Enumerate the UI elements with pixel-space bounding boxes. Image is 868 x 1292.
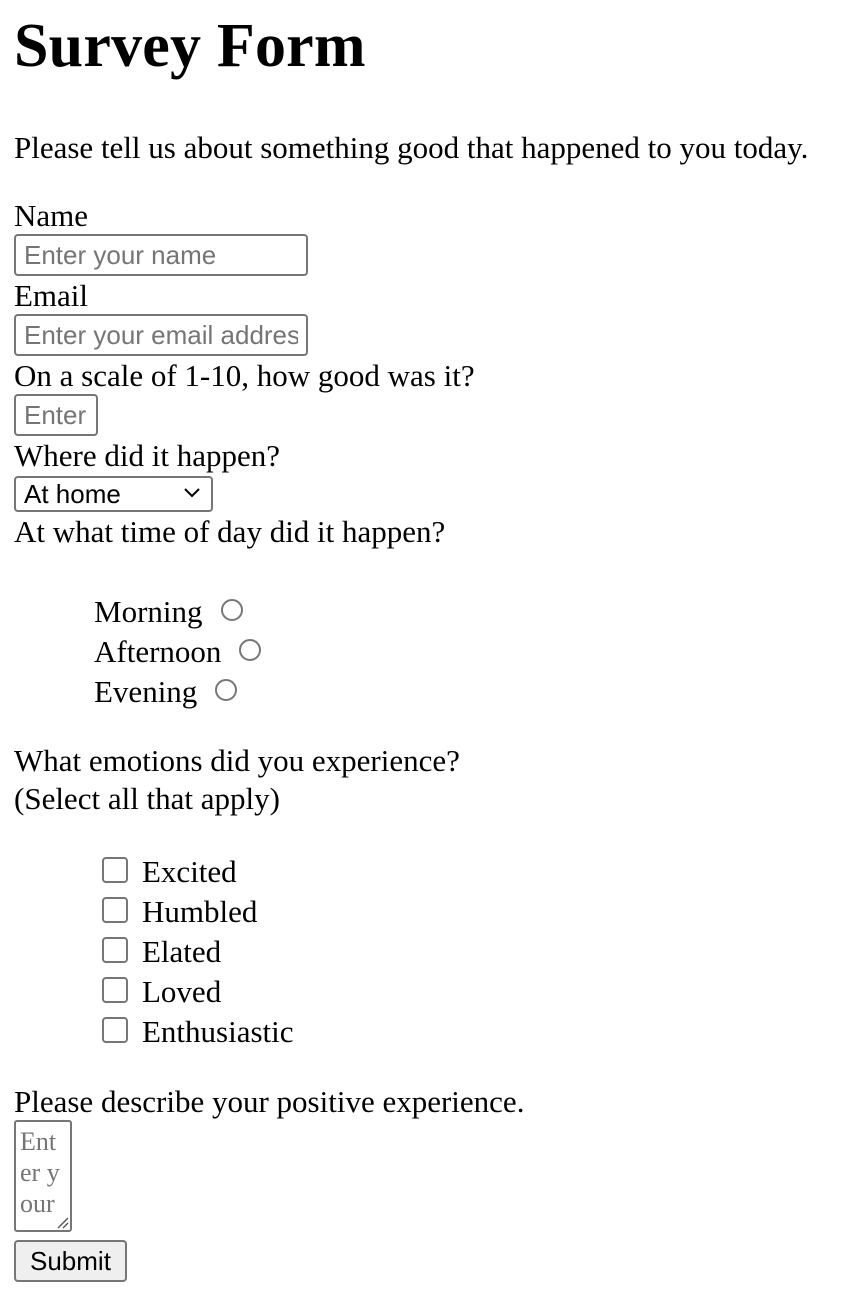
radio-button[interactable]: [215, 679, 237, 701]
chevron-down-icon: [181, 481, 203, 503]
checkbox[interactable]: [102, 937, 128, 963]
time-option-label: Afternoon: [94, 634, 222, 669]
emotion-option-label: Loved: [142, 974, 222, 1009]
time-radio-group: [94, 592, 854, 712]
location-select[interactable]: [14, 476, 213, 512]
survey-page: [14, 0, 854, 1282]
emotion-option-label: Enthusiastic: [142, 1014, 294, 1049]
emotion-option-excited[interactable]: [102, 852, 854, 892]
emotion-option-elated[interactable]: [102, 932, 854, 972]
emotion-option-humbled[interactable]: [102, 892, 854, 932]
emotion-option-label: Excited: [142, 854, 237, 889]
emotions-hint: (Select all that apply): [14, 781, 280, 816]
location-selected-value: At home: [24, 479, 121, 509]
emotions-label: What emotions did you experience?: [14, 743, 460, 778]
rating-input[interactable]: [14, 394, 98, 436]
resize-grip-icon[interactable]: [55, 1215, 69, 1229]
time-option-evening[interactable]: [94, 672, 854, 712]
time-option-afternoon[interactable]: [94, 632, 854, 672]
name-input[interactable]: [14, 234, 308, 276]
radio-button[interactable]: [221, 599, 243, 621]
name-label: Name: [14, 198, 89, 233]
checkbox[interactable]: [102, 977, 128, 1003]
location-label: Where did it happen?: [14, 438, 280, 473]
email-label: Email: [14, 278, 89, 313]
radio-button[interactable]: [239, 639, 261, 661]
describe-placeholder: Enter your: [20, 1127, 60, 1218]
emotion-option-label: Elated: [142, 934, 222, 969]
emotion-option-enthusiastic[interactable]: [102, 1012, 854, 1052]
rating-label: On a scale of 1-10, how good was it?: [14, 358, 475, 393]
describe-textarea[interactable]: [14, 1120, 72, 1232]
time-option-morning[interactable]: [94, 592, 854, 632]
email-input[interactable]: [14, 314, 308, 356]
describe-label: Please describe your positive experience.: [14, 1084, 525, 1119]
time-option-label: Morning: [94, 594, 203, 629]
emotion-option-label: Humbled: [142, 894, 258, 929]
time-label: At what time of day did it happen?: [14, 514, 446, 549]
survey-description: Please tell us about something good that happened to you today.: [14, 130, 809, 165]
survey-form: [14, 196, 854, 1282]
page-title: Survey Form: [14, 12, 366, 80]
submit-button[interactable]: Submit: [14, 1240, 127, 1282]
checkbox[interactable]: [102, 897, 128, 923]
emotion-option-loved[interactable]: [102, 972, 854, 1012]
checkbox[interactable]: [102, 1017, 128, 1043]
emotions-question: [14, 742, 854, 818]
checkbox[interactable]: [102, 857, 128, 883]
emotions-checkbox-group: [102, 852, 854, 1052]
time-option-label: Evening: [94, 674, 198, 709]
